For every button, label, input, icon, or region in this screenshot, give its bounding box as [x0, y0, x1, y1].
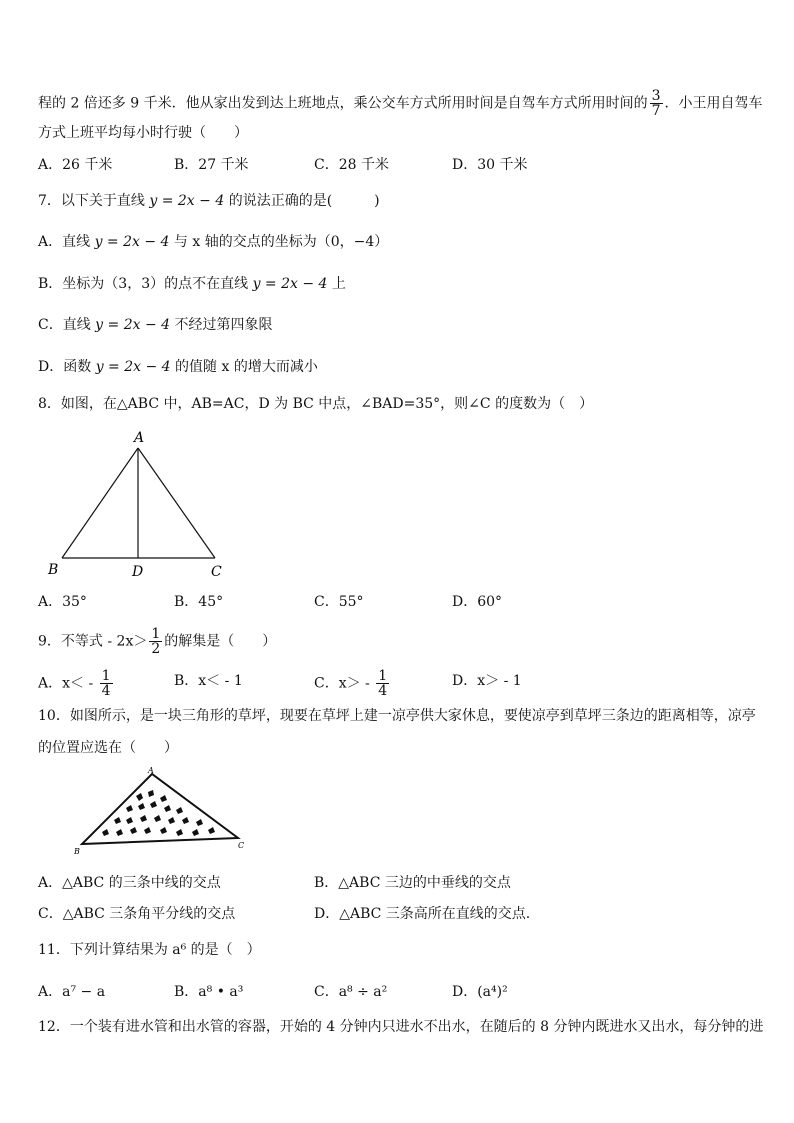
q9-optA-den: 4: [101, 683, 111, 699]
q8-triangle-figure: [40, 428, 240, 580]
q7-optD-eq: y = 2x − 4: [95, 359, 171, 375]
q10-line1: 10．如图所示，是一块三角形的草坪，现要在草坪上建一凉亭供大家休息，要使凉亭到草坪三条边的距离相等，凉亭: [38, 708, 756, 724]
q9-fraction: [149, 627, 162, 656]
q7-optC-eq: y = 2x − 4: [95, 317, 171, 333]
q9-option-d: D．x＞ - 1: [452, 673, 522, 689]
q9-option-c: [314, 669, 391, 698]
q10-option-c: C．△ABC 三条角平分线的交点: [38, 906, 236, 922]
q8-option-a: A．35°: [38, 594, 87, 610]
q10-option-b: B．△ABC 三边的中垂线的交点: [314, 875, 511, 891]
q9-optA-fraction: [100, 669, 113, 698]
q10-line2: 的位置应选在（ ）: [38, 740, 178, 756]
q8-stem: 8．如图，在△ABC 中，AB=AC，D 为 BC 中点，∠BAD=35°，则∠C 的度数为（ ）: [38, 396, 594, 412]
q8-label-a: A: [134, 430, 145, 446]
q11-stem: 11．下列计算结果为 a⁶ 的是（ ）: [38, 942, 261, 958]
q10-label-b: B: [74, 847, 80, 856]
q7-option-c: [38, 316, 273, 334]
q8-option-d: D．60°: [452, 594, 503, 610]
q6-frac-num: 3: [651, 88, 661, 104]
q8-side-ab: [62, 448, 138, 558]
q7-equation: y = 2x − 4: [149, 193, 225, 209]
q6-line1: [38, 89, 763, 118]
q10-option-d: D．△ABC 三条高所在直线的交点.: [314, 906, 531, 922]
q8-label-c: C: [211, 564, 222, 580]
q6-option-b: B．27 千米: [174, 157, 249, 173]
q9-optA-num: 1: [101, 668, 111, 684]
q9-stem-b: 的解集是（ ）: [164, 633, 277, 650]
q9-optC-fraction: [376, 669, 389, 698]
q9-optC-den: 4: [378, 683, 388, 699]
q7-optC-a: C．直线: [38, 317, 96, 333]
q6-option-c: C．28 千米: [314, 157, 389, 173]
q7-stem-a: 7．以下关于直线: [38, 193, 150, 209]
q9-optC-a: C．x＞ -: [314, 675, 375, 692]
q7-optD-a: D．函数: [38, 359, 96, 375]
q6-text-b: ．小王用自驾车: [664, 95, 763, 112]
q6-option-d: D．30 千米: [452, 157, 528, 173]
q10-option-a: A．△ABC 的三条中线的交点: [38, 875, 221, 891]
q6-frac-den: 7: [651, 103, 661, 119]
q9-frac-num: 1: [151, 626, 161, 642]
q8-label-b: B: [48, 562, 59, 578]
q9-optC-num: 1: [378, 668, 388, 684]
q6-text-a: 程的 2 倍还多 9 千米．他从家出发到达上班地点，乘公交车方式所用时间是自驾车方式所用时间的: [38, 95, 648, 112]
q9-option-b: B．x＜ - 1: [174, 673, 243, 689]
q11-option-c: C．a⁸ ÷ a²: [314, 984, 388, 1000]
q9-frac-den: 2: [151, 641, 161, 657]
q7-optC-b: 不经过第四象限: [170, 317, 273, 333]
q7-stem-b: 的说法正确的是( ): [224, 193, 380, 209]
q7-optB-b: 上: [327, 276, 346, 292]
q8-option-b: B．45°: [174, 594, 224, 610]
q7-stem: [38, 192, 380, 210]
q9-stem-a: 9．不等式 - 2x＞: [38, 633, 148, 650]
q8-label-d: D: [132, 564, 144, 580]
q11-option-a: A．a⁷ − a: [38, 984, 106, 1000]
q8-side-ac: [138, 448, 215, 558]
q7-optA-a: A．直线: [38, 234, 95, 250]
q10-label-a: A: [148, 766, 154, 775]
q6-fraction: [650, 89, 663, 118]
q7-optA-eq: y = 2x − 4: [94, 234, 170, 250]
q9-optA-a: A．x＜ -: [38, 675, 98, 692]
q7-option-b: [38, 275, 346, 293]
q7-option-a: [38, 233, 388, 251]
q7-optB-a: B．坐标为（3，3）的点不在直线: [38, 276, 253, 292]
q7-optD-b: 的值随 x 的增大而减小: [170, 359, 318, 375]
q7-optB-eq: y = 2x − 4: [252, 276, 328, 292]
q9-option-a: [38, 669, 115, 698]
q6-line2: 方式上班平均每小时行驶（ ）: [38, 125, 248, 141]
q7-optA-b: 与 x 轴的交点的坐标为（0，−4）: [169, 234, 389, 250]
q6-option-a: A．26 千米: [38, 157, 113, 173]
q12-line1: 12．一个装有进水管和出水管的容器，开始的 4 分钟内只进水不出水，在随后的 8 分钟内既进水又出水，每分钟的进: [38, 1019, 764, 1035]
q10-lawn-figure: [70, 764, 260, 860]
q10-label-c: C: [238, 841, 245, 850]
q11-option-b: B．a⁸ • a³: [174, 984, 244, 1000]
q8-option-c: C．55°: [314, 594, 364, 610]
q7-option-d: [38, 358, 318, 376]
q9-stem: [38, 627, 276, 656]
q11-option-d: D．(a⁴)²: [452, 984, 508, 1000]
